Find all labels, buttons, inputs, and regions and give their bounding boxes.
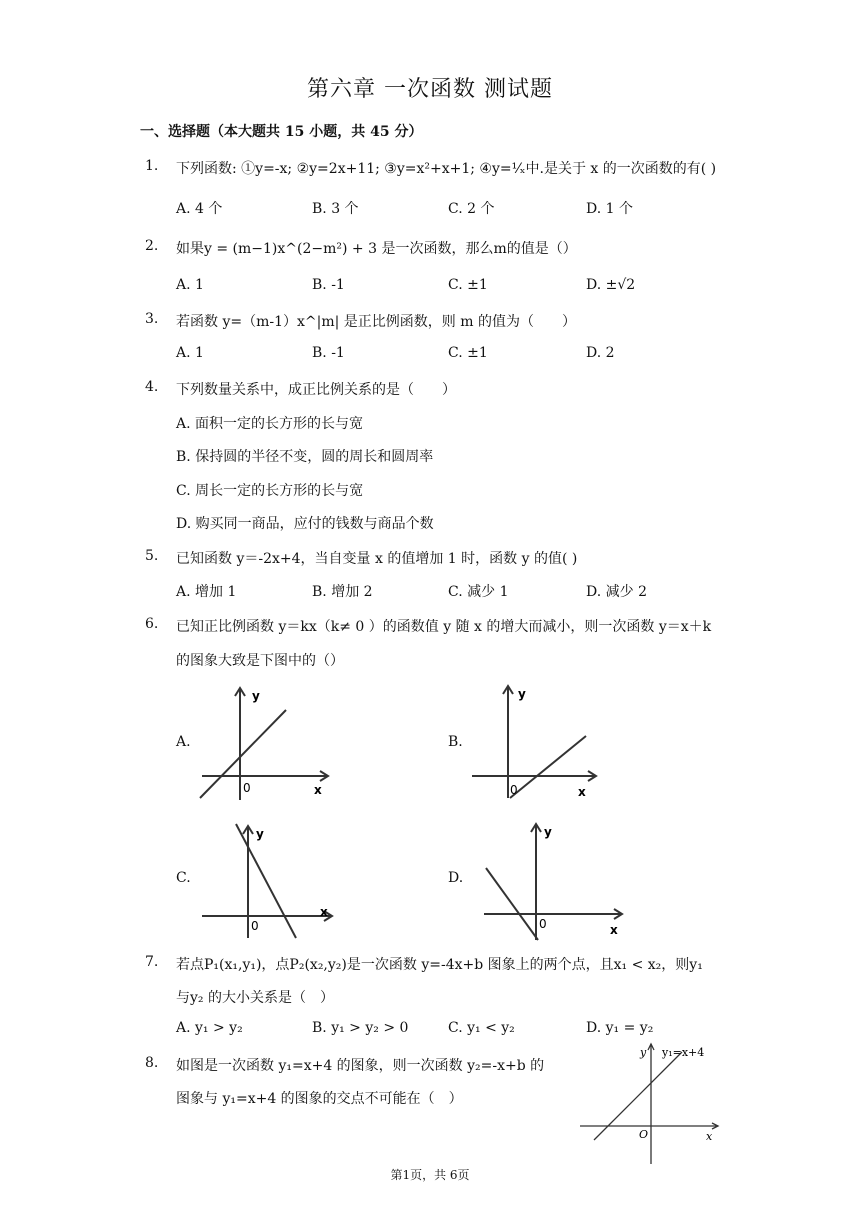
option-c: C.: [176, 870, 191, 886]
question-text: 已知正比例函数 y＝kx（k≠ 0 ）的函数值 y 随 x 的增大而减小，则一次函数 y＝x＋k: [176, 619, 712, 635]
question-number: 7.: [145, 954, 159, 970]
origin-label: 0: [539, 917, 547, 931]
y-label: y: [256, 827, 264, 841]
section-heading: 一、选择题（本大题共 15 小题，共 45 分）: [140, 124, 423, 140]
option-a: A. 4 个: [176, 201, 223, 217]
option-a: A. y₁ > y₂: [176, 1020, 243, 1036]
question-text-line2: 与y₂ 的大小关系是（ ）: [176, 990, 334, 1006]
x-label: x: [314, 783, 322, 797]
option-b: B. 增加 2: [312, 584, 373, 600]
option-c: C. ±1: [448, 277, 488, 293]
option-a: A. 面积一定的长方形的长与宽: [176, 416, 364, 432]
origin-label: 0: [243, 781, 251, 795]
option-a: A. 1: [176, 277, 204, 293]
option-b: B. y₁ > y₂ > 0: [312, 1020, 409, 1036]
option-b: B. 3 个: [312, 201, 359, 217]
question-text: 如图是一次函数 y₁=x+4 的图象，则一次函数 y₂=-x+b 的: [176, 1058, 545, 1074]
option-b: B. -1: [312, 277, 345, 293]
option-a: A. 1: [176, 345, 204, 361]
x-label: x: [578, 785, 586, 799]
page-title: 第六章 一次函数 测试题: [307, 77, 553, 102]
option-c: C. 2 个: [448, 201, 495, 217]
graph-line: [236, 824, 296, 938]
option-c: C. 周长一定的长方形的长与宽: [176, 483, 364, 499]
option-a: A. 增加 1: [176, 584, 237, 600]
graph-d: [482, 818, 630, 942]
question-text: 如果y = (m−1)x^(2−m²) + 3 是一次函数，那么m的值是（）: [176, 241, 577, 257]
y-label: y: [544, 825, 552, 839]
question-text: 下列函数: ①y=-x; ②y=2x+11; ③y=x²+x+1; ④y=¹⁄ₓ中.是关于 x 的一次函数的有( ): [176, 161, 717, 177]
question-number: 6.: [145, 616, 159, 632]
option-d: D.: [448, 870, 464, 886]
graph-line: [486, 868, 538, 940]
option-a: A.: [176, 734, 191, 750]
question-number: 5.: [145, 548, 159, 564]
origin-label: 0: [251, 919, 259, 933]
option-d: D. 减少 2: [586, 584, 647, 600]
option-d: D. y₁ = y₂: [586, 1020, 654, 1036]
question-text: 已知函数 y＝-2x+4，当自变量 x 的值增加 1 时，函数 y 的值( ): [176, 551, 578, 567]
option-b: B. 保持圆的半径不变，圆的周长和圆周率: [176, 449, 434, 465]
option-c: C. 减少 1: [448, 584, 509, 600]
origin-label: O: [639, 1128, 649, 1141]
y-label: y: [640, 1046, 647, 1059]
question-text: 若函数 y=（m-1）x^|m| 是正比例函数，则 m 的值为（ ）: [176, 314, 576, 330]
question-number: 4.: [145, 379, 159, 395]
x-label: x: [610, 923, 618, 937]
y-label: y: [518, 687, 526, 701]
graph-a: [196, 680, 336, 802]
x-label: x: [706, 1130, 713, 1143]
graph-b: [468, 680, 608, 802]
question-number: 2.: [145, 238, 159, 254]
origin-label: 0: [510, 783, 518, 797]
question-number: 3.: [145, 311, 159, 327]
line-label: y₁=x+4: [662, 1046, 705, 1059]
x-label: x: [320, 905, 328, 919]
question-text: 下列数量关系中，成正比例关系的是（ ）: [176, 382, 456, 398]
option-d: D. ±√2: [586, 277, 636, 293]
page-footer: 第1页，共 6页: [390, 1168, 470, 1182]
y-label: y: [252, 689, 260, 703]
option-b: B.: [448, 734, 463, 750]
option-d: D. 购买同一商品，应付的钱数与商品个数: [176, 516, 434, 532]
graph-c: [200, 820, 340, 940]
question-text-line2: 图象与 y₁=x+4 的图象的交点不可能在（ ）: [176, 1091, 463, 1107]
option-c: C. ±1: [448, 345, 488, 361]
graph-q8: [578, 1040, 728, 1166]
option-b: B. -1: [312, 345, 345, 361]
question-number: 1.: [145, 158, 159, 174]
option-d: D. 2: [586, 345, 615, 361]
question-number: 8.: [145, 1055, 159, 1071]
option-c: C. y₁ < y₂: [448, 1020, 515, 1036]
graph-line: [594, 1052, 682, 1140]
option-d: D. 1 个: [586, 201, 633, 217]
question-text-line2: 的图象大致是下图中的（）: [176, 653, 344, 669]
graph-line: [510, 736, 586, 798]
question-text: 若点P₁(x₁,y₁)，点P₂(x₂,y₂)是一次函数 y=-4x+b 图象上的两个点，且x₁ < x₂，则y₁: [176, 957, 703, 973]
